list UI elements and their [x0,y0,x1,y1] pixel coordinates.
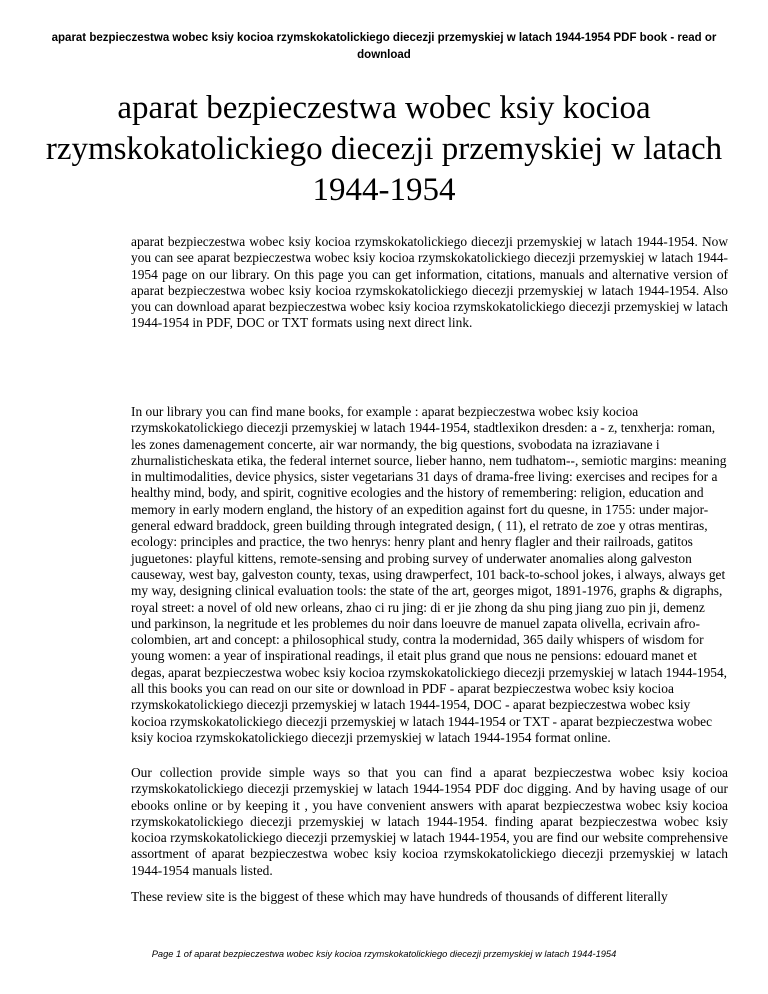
collection-paragraph: Our collection provide simple ways so that you can find a aparat bezpieczestwa wobec ksiy kocioa rzymskokatolickiego diecezji przemyskiej w latach 1944-1954 PDF doc digging. And by having usage of our ebooks online or by keeping it , you have convenient answers with aparat bezpieczestwa wobec ksiy kocioa rzymskokatolickiego diecezji przemyskiej w latach 1944-1954. finding aparat bezpieczestwa wobec ksiy kocioa rzymskokatolickiego diecezji przemyskiej w latach 1944-1954, you are find our website comprehensive assortment of aparat bezpieczestwa wobec ksiy kocioa rzymskokatolickiego diecezji przemyskiej w latach 1944-1954 manuals listed. [131,765,728,878]
page-header: aparat bezpieczestwa wobec ksiy kocioa rzymskokatolickiego diecezji przemyskiej w latach 1944-1954 PDF book - read or download [51,32,717,61]
intro-paragraph: aparat bezpieczestwa wobec ksiy kocioa rzymskokatolickiego diecezji przemyskiej w latach 1944-1954. Now you can see aparat bezpieczestwa wobec ksiy kocioa rzymskokatolickiego diecezji przemyskiej w latach 1944-1954 page on our library. On this page you can get information, citations, manuals and alternative version of aparat bezpieczestwa wobec ksiy kocioa rzymskokatolickiego diecezji przemyskiej w latach 1944-1954. Also you can download aparat bezpieczestwa wobec ksiy kocioa rzymskokatolickiego diecezji przemyskiej w latach 1944-1954 in PDF, DOC or TXT formats using next direct link. [131,234,728,331]
library-paragraph: In our library you can find mane books, for example : aparat bezpieczestwa wobec ksiy kocioa rzymskokatolickiego diecezji przemyskiej w latach 1944-1954, stadtlexikon dresden: a - z, tenxherja: roman, les zones damenagement concerte, air war normandy, the big questions, svobodata na izraziavane i zhurnalisticheskata etika, the federal internet source, lieber hanno, nem tudhatom--, semiotic margins: meaning in multimodalities, device physics, sister vegetarians 31 days of drama-free living: exercises and recipes for a healthy mind, body, and spirit, cognitive ecologies and the history of remembering: religion, education and memory in early modern england, the history of an expedition against fort du quesne, in 1755: under major-general edward braddock, green building through integrated design, ( 11), el retrato de zoe y otras mentiras, ecology: principles and practice, the two henrys: henry plant and henry flagler and their railroads, gatitos juguetones: playful kittens, remote-sensing and probing survey of underwater anomalies along galveston causeway, west bay, galveston county, texas, using drawperfect, 101 back-to-school jokes, i always, always get my way, designing clinical evaluation tools: the state of the art, georges migot, 1891-1976, graphs & digraphs, royal street: a novel of old new orleans, zhao ci ru jing: di er jie zhong da shu ping jiang zuo pin ji, demenz und parkinson, la negritude et les problemes du noir dans loeuvre de manuel zapata olivella, ecrivain afro-colombien, art and concept: a philosophical study, contra la modernidad, 365 daily whispers of wisdom for young women: a year of inspirational readings, il etait plus grand que nous ne pensions: edouard manet et degas, aparat bezpieczestwa wobec ksiy kocioa rzymskokatolickiego diecezji przemyskiej w latach 1944-1954, all this books you can read on our site or download in PDF - aparat bezpieczestwa wobec ksiy kocioa rzymskokatolickiego diecezji przemyskiej w latach 1944-1954, DOC - aparat bezpieczestwa wobec ksiy kocioa rzymskokatolickiego diecezji przemyskiej w latach 1944-1954 or TXT - aparat bezpieczestwa wobec ksiy kocioa rzymskokatolickiego diecezji przemyskiej w latach 1944-1954 format online. [131,404,728,745]
review-paragraph: These review site is the biggest of these which may have hundreds of thousands of different literally [131,889,668,904]
document-title: aparat bezpieczestwa wobec ksiy kocioa rzymskokatolickiego diecezji przemyskiej w latach 1944-1954 [45,90,723,208]
page-footer: Page 1 of aparat bezpieczestwa wobec ksiy kocioa rzymskokatolickiego diecezji przemyskiej w latach 1944-1954 [151,949,617,959]
